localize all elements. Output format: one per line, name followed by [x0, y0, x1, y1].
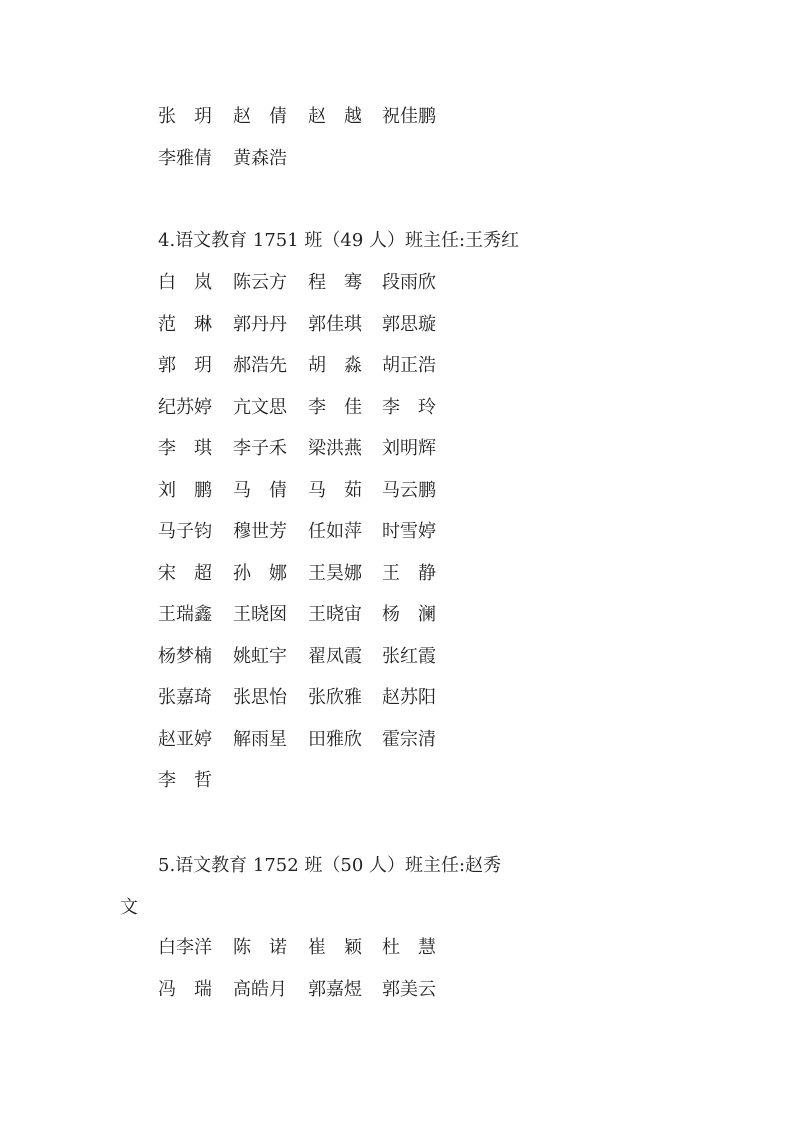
student-name: 胡正浩: [382, 355, 436, 376]
student-name: 祝佳鹏: [382, 106, 436, 127]
student-name: 赵 倩: [233, 106, 287, 127]
name-row: [0, 683, 793, 713]
student-name: 赵苏阳: [382, 687, 436, 708]
student-name: 段雨欣: [382, 272, 436, 293]
student-name: 王瑞鑫: [158, 604, 212, 625]
student-name: 程 骞: [308, 272, 362, 293]
student-name: 张欣雅: [308, 687, 362, 708]
student-name: 纪苏婷: [158, 396, 212, 418]
student-name: 黄森浩: [233, 147, 287, 169]
name-row: [0, 725, 793, 755]
student-name: 白李洋: [158, 937, 212, 958]
name-row: [0, 393, 793, 423]
student-name: 马 茹: [308, 479, 362, 501]
student-name: 姚虹宇: [233, 645, 287, 667]
name-row: [0, 310, 793, 340]
student-name: 宋 超: [158, 562, 212, 584]
student-name: 陈 诺: [233, 937, 287, 958]
student-name: 郭丹丹: [233, 313, 287, 335]
student-name: 李 玲: [382, 396, 436, 418]
student-name: 张思怡: [233, 687, 287, 708]
student-name: 赵亚婷: [158, 728, 212, 750]
name-row: [0, 975, 793, 1005]
student-name: 时雪婷: [382, 521, 436, 542]
student-name: 李 琪: [158, 438, 212, 459]
name-row: [0, 476, 793, 506]
student-name: 亢文思: [233, 396, 287, 418]
name-row: [0, 351, 793, 381]
student-name: 李 佳: [308, 396, 362, 418]
student-name: 张红霞: [382, 645, 436, 667]
student-name: 郭佳琪: [308, 313, 362, 335]
student-name: 陈云方: [233, 272, 287, 293]
student-name: 郭思璇: [382, 313, 436, 335]
student-name: 胡 淼: [308, 355, 362, 376]
section-4-heading: 4.语文教育 1751 班（49 人）班主任:王秀红: [158, 230, 520, 251]
name-row: [0, 766, 793, 796]
student-name: 王昊娜: [308, 562, 362, 584]
name-row: [0, 434, 793, 464]
student-name: 田雅欣: [308, 728, 362, 750]
student-name: 赵 越: [308, 106, 362, 127]
student-name: 刘 鹏: [158, 479, 212, 501]
student-name: 马子钧: [158, 521, 212, 542]
student-name: 王晓囡: [233, 604, 287, 625]
student-name: 刘明辉: [382, 438, 436, 459]
section-5-heading-continuation: 文: [120, 897, 138, 918]
student-name: 郝浩先: [233, 355, 287, 376]
student-name: 翟凤霞: [308, 645, 362, 667]
section-5-heading: 5.语文教育 1752 班（50 人）班主任:赵秀: [158, 855, 502, 876]
student-name: 王晓宙: [308, 604, 362, 625]
student-name: 霍宗清: [382, 728, 436, 750]
student-name: 郭嘉煜: [308, 979, 362, 1000]
student-name: 李子禾: [233, 438, 287, 459]
student-name: 崔 颖: [308, 937, 362, 958]
student-name: 梁洪燕: [308, 438, 362, 459]
name-row: [0, 144, 793, 174]
name-row: [0, 268, 793, 298]
student-name: 李雅倩: [158, 147, 212, 169]
student-name: 李 哲: [158, 770, 212, 791]
student-name: 郭 玥: [158, 355, 212, 376]
student-name: 白 岚: [158, 272, 212, 293]
student-name: 张 玥: [158, 106, 212, 127]
student-name: 孙 娜: [233, 562, 287, 584]
student-name: 范 琳: [158, 313, 212, 335]
name-row: [0, 559, 793, 589]
name-row: [0, 933, 793, 963]
student-name: 解雨星: [233, 728, 287, 750]
student-name: 冯 瑞: [158, 979, 212, 1000]
student-name: 马 倩: [233, 479, 287, 501]
student-name: 任如萍: [308, 521, 362, 542]
student-name: 穆世芳: [233, 521, 287, 542]
name-row: [0, 642, 793, 672]
student-name: 杨梦楠: [158, 645, 212, 667]
name-row: [0, 600, 793, 630]
student-name: 张嘉琦: [158, 687, 212, 708]
student-name: 王 静: [382, 562, 436, 584]
name-row: [0, 517, 793, 547]
student-name: 杜 慧: [382, 937, 436, 958]
student-name: 高皓月: [233, 979, 287, 1000]
name-row: [0, 102, 793, 132]
student-name: 郭美云: [382, 979, 436, 1000]
student-name: 杨 澜: [382, 604, 436, 625]
student-name: 马云鹏: [382, 479, 436, 501]
